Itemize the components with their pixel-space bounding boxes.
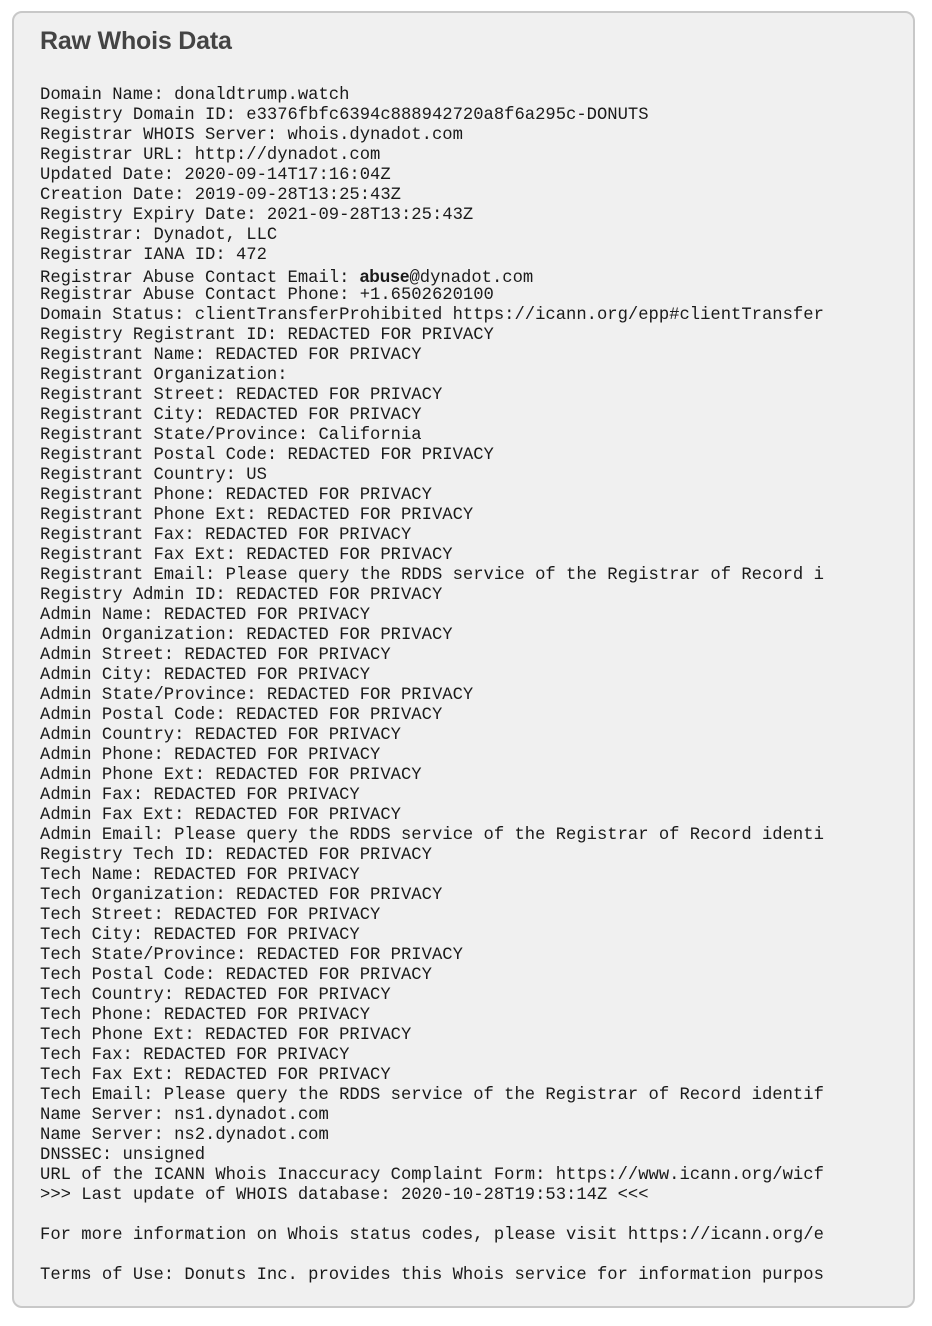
whois-line: Admin Fax: REDACTED FOR PRIVACY: [40, 786, 360, 805]
whois-line: Tech Country: REDACTED FOR PRIVACY: [40, 986, 391, 1005]
whois-line: Registry Expiry Date: 2021-09-28T13:25:43Z: [40, 206, 474, 225]
whois-line: Admin Name: REDACTED FOR PRIVACY: [40, 606, 371, 625]
whois-line: Admin State/Province: REDACTED FOR PRIVACY: [40, 686, 474, 705]
whois-line: Registrant State/Province: California: [40, 426, 422, 445]
whois-line: Registry Tech ID: REDACTED FOR PRIVACY: [40, 846, 432, 865]
whois-line: Terms of Use: Donuts Inc. provides this Whois service for information purpos: [40, 1266, 824, 1285]
whois-line: Registrant Phone: REDACTED FOR PRIVACY: [40, 486, 432, 505]
raw-whois-panel: [12, 11, 915, 1308]
whois-line: Admin Organization: REDACTED FOR PRIVACY: [40, 626, 453, 645]
whois-line: Admin Phone: REDACTED FOR PRIVACY: [40, 746, 381, 765]
whois-line: Registrant City: REDACTED FOR PRIVACY: [40, 406, 422, 425]
whois-line: Registrar IANA ID: 472: [40, 246, 267, 265]
whois-line: Registrant Name: REDACTED FOR PRIVACY: [40, 346, 422, 365]
whois-line: Tech Postal Code: REDACTED FOR PRIVACY: [40, 966, 432, 985]
whois-line: Domain Status: clientTransferProhibited https://icann.org/epp#clientTransfer: [40, 306, 824, 325]
blank-line: [40, 1246, 892, 1266]
whois-line: Tech Name: REDACTED FOR PRIVACY: [40, 866, 360, 885]
whois-line: Tech Fax Ext: REDACTED FOR PRIVACY: [40, 1066, 391, 1085]
whois-line: Registrant Fax: REDACTED FOR PRIVACY: [40, 526, 412, 545]
whois-line: Admin Country: REDACTED FOR PRIVACY: [40, 726, 401, 745]
whois-line: Tech Email: Please query the RDDS service of the Registrar of Record identif: [40, 1086, 824, 1105]
whois-line: Registrant Email: Please query the RDDS service of the Registrar of Record i: [40, 566, 824, 585]
whois-line: Tech Fax: REDACTED FOR PRIVACY: [40, 1046, 350, 1065]
whois-line: Registrant Fax Ext: REDACTED FOR PRIVACY: [40, 546, 453, 565]
whois-line: Updated Date: 2020-09-14T17:16:04Z: [40, 166, 391, 185]
whois-line-bold: abuse: [359, 266, 410, 286]
whois-line: Domain Name: donaldtrump.watch: [40, 86, 350, 105]
whois-line: Registry Admin ID: REDACTED FOR PRIVACY: [40, 586, 443, 605]
whois-line-suffix: @dynadot.com: [409, 269, 534, 286]
whois-line: Name Server: ns1.dynadot.com: [40, 1106, 329, 1125]
whois-line: Name Server: ns2.dynadot.com: [40, 1126, 329, 1145]
whois-line: Registry Domain ID: e3376fbfc6394c888942720a8f6a295c-DONUTS: [40, 106, 649, 125]
whois-line: >>> Last update of WHOIS database: 2020-10-28T19:53:14Z <<<: [40, 1186, 649, 1205]
whois-line: Tech Street: REDACTED FOR PRIVACY: [40, 906, 381, 925]
whois-line: Registrar Abuse Contact Phone: +1.6502620100: [40, 286, 494, 305]
blank-line: [40, 1206, 892, 1226]
whois-line: Admin Email: Please query the RDDS service of the Registrar of Record identi: [40, 826, 824, 845]
whois-line: Admin Phone Ext: REDACTED FOR PRIVACY: [40, 766, 422, 785]
whois-line: Tech Phone Ext: REDACTED FOR PRIVACY: [40, 1026, 412, 1045]
whois-line: Registrant Postal Code: REDACTED FOR PRIVACY: [40, 446, 494, 465]
whois-line: Registrar: Dynadot, LLC: [40, 226, 278, 245]
whois-text-block[interactable]: [40, 86, 892, 1286]
whois-line: Registrar URL: http://dynadot.com: [40, 146, 381, 165]
whois-line: Registry Registrant ID: REDACTED FOR PRIVACY: [40, 326, 494, 345]
whois-line: For more information on Whois status codes, please visit https://icann.org/e: [40, 1226, 824, 1245]
whois-line: Registrar WHOIS Server: whois.dynadot.com: [40, 126, 463, 145]
panel-title: Raw Whois Data: [40, 27, 232, 55]
whois-line: Admin Street: REDACTED FOR PRIVACY: [40, 646, 391, 665]
whois-line: Admin Postal Code: REDACTED FOR PRIVACY: [40, 706, 443, 725]
whois-line: DNSSEC: unsigned: [40, 1146, 206, 1165]
whois-line: URL of the ICANN Whois Inaccuracy Complaint Form: https://www.icann.org/wicf: [40, 1166, 824, 1185]
whois-line: Registrant Street: REDACTED FOR PRIVACY: [40, 386, 443, 405]
whois-line: Tech Phone: REDACTED FOR PRIVACY: [40, 1006, 371, 1025]
whois-line: Admin City: REDACTED FOR PRIVACY: [40, 666, 371, 685]
whois-line: Tech State/Province: REDACTED FOR PRIVACY: [40, 946, 463, 965]
whois-line: Tech City: REDACTED FOR PRIVACY: [40, 926, 360, 945]
whois-line: [40, 266, 892, 286]
whois-line: Creation Date: 2019-09-28T13:25:43Z: [40, 186, 401, 205]
whois-line: Registrant Country: US: [40, 466, 267, 485]
whois-line: Admin Fax Ext: REDACTED FOR PRIVACY: [40, 806, 401, 825]
whois-line-prefix: Registrar Abuse Contact Email:: [40, 269, 360, 286]
whois-line: Registrant Phone Ext: REDACTED FOR PRIVACY: [40, 506, 474, 525]
whois-line: Tech Organization: REDACTED FOR PRIVACY: [40, 886, 443, 905]
whois-line: Registrant Organization:: [40, 366, 288, 385]
